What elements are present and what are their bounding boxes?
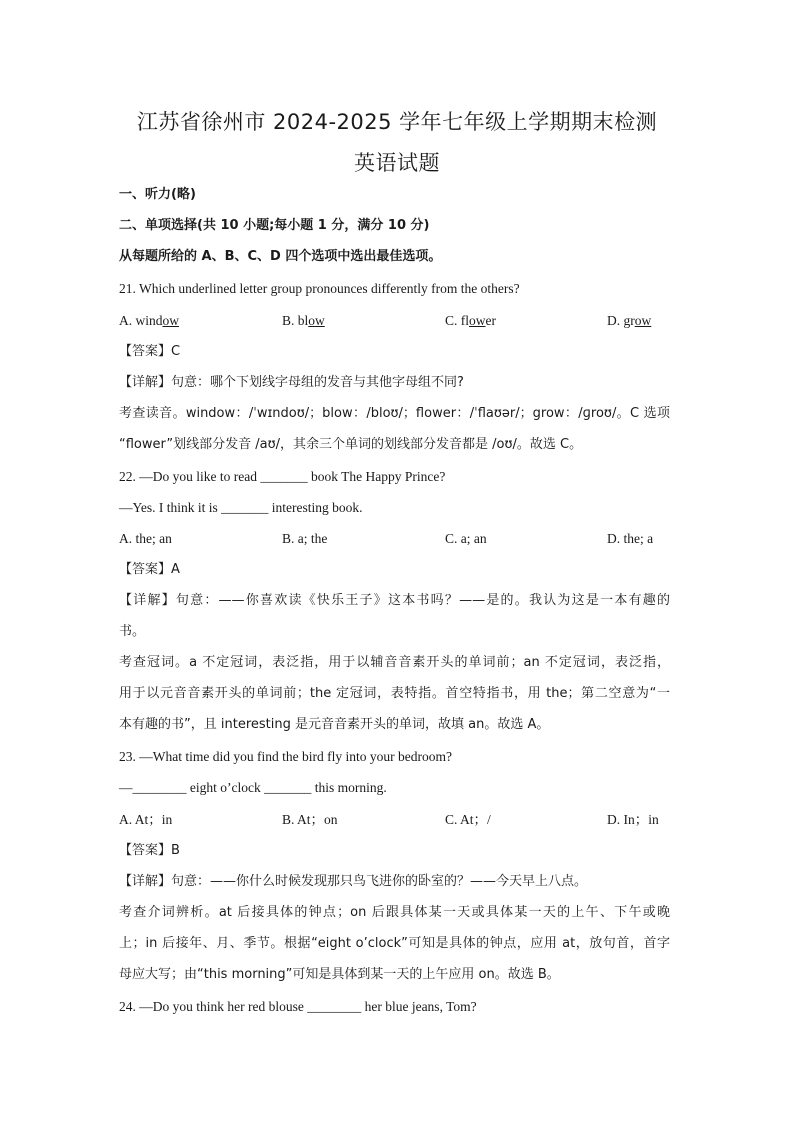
- q22-option-b: B. a; the: [282, 531, 328, 546]
- q23-answer: 【答案】B: [119, 843, 180, 858]
- exam-subtitle: 英语试题: [354, 151, 440, 175]
- q22-detail-4: 用于以元音音素开头的单词前；the 定冠词，表特指。首空特指书，用 the；第二空意为“一: [119, 686, 670, 701]
- q24-stem-1: 24. —Do you think her red blouse ________ her blue jeans, Tom?: [119, 999, 477, 1014]
- q22-detail-5: 本有趣的书”，且 interesting 是元音音素开头的单词，故填 an。故选 A。: [119, 717, 550, 732]
- q21-option-a: A. window: [119, 313, 179, 328]
- q22-option-a: A. the; an: [119, 531, 172, 546]
- section-listening: 一、听力(略): [119, 187, 196, 202]
- q21-stem: 21. Which underlined letter group pronounces differently from the others?: [119, 281, 520, 296]
- q22-stem-2: —Yes. I think it is _______ interesting book.: [119, 500, 363, 515]
- instruction: 从每题所给的 A、B、C、D 四个选项中选出最佳选项。: [119, 249, 442, 264]
- q22-option-c: C. a; an: [445, 531, 487, 546]
- q22-answer: 【答案】A: [119, 562, 180, 577]
- q23-stem-1: 23. —What time did you find the bird fly into your bedroom?: [119, 749, 452, 764]
- q21-detail-3: “flower”划线部分发音 /aʊ/，其余三个单词的划线部分发音都是 /oʊ/。故选 C。: [119, 437, 583, 452]
- q23-detail-4: 母应大写；由“this morning”可知是具体到某一天的上午应用 on。故选 B。: [119, 967, 560, 982]
- q23-detail-3: 上；in 后接年、月、季节。根据“eight o’clock”可知是具体的钟点，应用 at，放句首，首字: [119, 936, 670, 951]
- q22-detail-3: 考查冠词。a 不定冠词，表泛指，用于以辅音音素开头的单词前；an 不定冠词，表泛指，: [119, 655, 670, 670]
- q22-option-d: D. the; a: [607, 531, 654, 546]
- q23-option-b: B. At；on: [282, 812, 338, 827]
- q23-option-d: D. In；in: [607, 812, 659, 827]
- q21-option-b: B. blow: [282, 313, 325, 328]
- q21-option-d: D. grow: [607, 313, 652, 328]
- exam-title: 江苏省徐州市 2024-2025 学年七年级上学期期末检测: [136, 110, 658, 134]
- q22-detail-2: 书。: [119, 624, 146, 639]
- q21-answer: 【答案】C: [119, 344, 181, 359]
- q21-detail-1: 【详解】句意：哪个下划线字母组的发音与其他字母组不同?: [119, 375, 464, 390]
- q22-stem-1: 22. —Do you like to read _______ book The Happy Prince?: [119, 469, 446, 484]
- q23-detail-1: 【详解】句意：——你什么时候发现那只鸟飞进你的卧室的？——今天早上八点。: [119, 874, 588, 889]
- q22-detail-1: 【详解】句意：——你喜欢读《快乐王子》这本书吗？——是的。我认为这是一本有趣的: [119, 593, 670, 608]
- q23-option-a: A. At；in: [119, 812, 173, 827]
- q23-stem-2: —________ eight o’clock _______ this morning.: [119, 780, 387, 795]
- section-single-choice: 二、单项选择(共 10 小题;每小题 1 分，满分 10 分): [119, 218, 430, 233]
- q23-option-c: C. At；/: [445, 812, 491, 827]
- q23-detail-2: 考查介词辨析。at 后接具体的钟点；on 后跟具体某一天或具体某一天的上午、下午或晚: [119, 905, 670, 920]
- q21-option-c: C. flower: [445, 313, 497, 328]
- q21-detail-2: 考查读音。window：/ˈwɪndoʊ/；blow：/bloʊ/；flower：/ˈflaʊər/；grow：/ɡroʊ/。C 选项: [119, 406, 670, 421]
